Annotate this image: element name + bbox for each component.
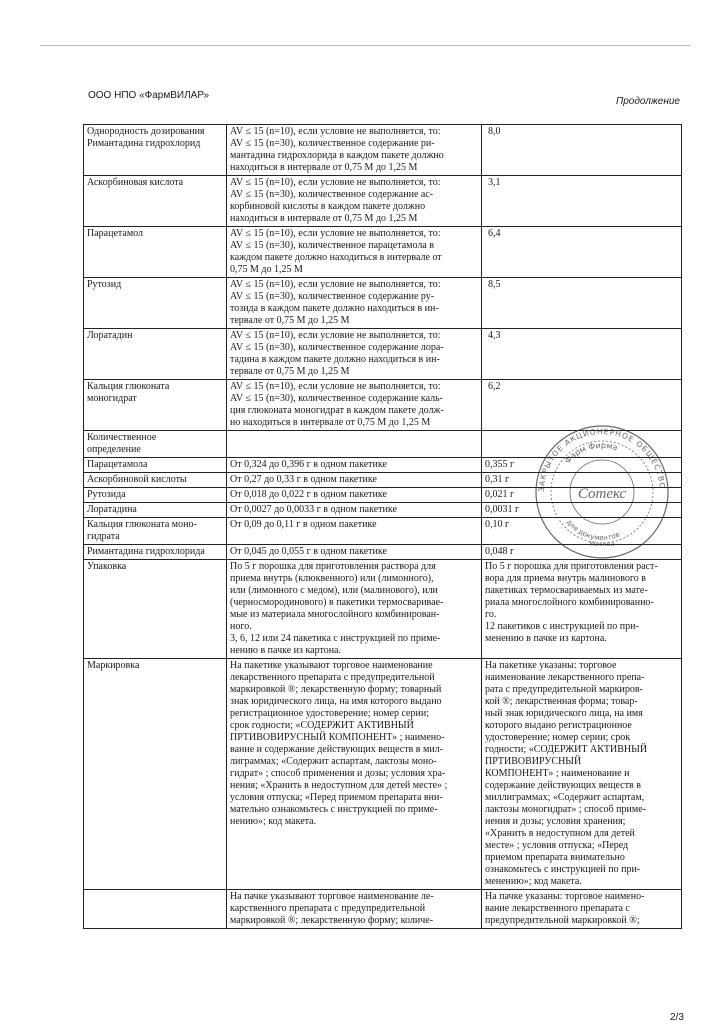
requirement-cell: AV ≤ 15 (n=10), если условие не выполняется, то: AV ≤ 15 (n=30), количественное парацетамола в каждом пакете должно находиться в интервале от 0,75 M до 1,25 M: [227, 227, 482, 278]
assay-row: [84, 518, 682, 545]
packaging-row: [84, 560, 682, 659]
labeling-value-cell: На пакетике указаны: торговое наименование лекарственного препа- рата с предупредительной маркиров- кой ®; лекарственная форма; товар- ный знак юридического лица, на имя которого выдано регистрационное удостоверение; номер серии; срок годности; «СОДЕРЖИТ АКТИВНЫЙ ПРТИВОВИРУСНЫЙ КОМПОНЕНТ» ; наименование и содержание действующих веществ в миллиграммах; «Содержит аспартам, лактозы моногидрат» ; способ приме- нения и дозы; условия хранения; «Хранить в недоступном для детей месте» ; условия отпуска; «Перед приемом препарата внимательно ознакомьтесь с инструкцией по при- менению»; код макета.: [482, 659, 682, 890]
assay-row: [84, 503, 682, 518]
spec-table-body: [84, 125, 682, 929]
requirement-cell: AV ≤ 15 (n=10), если условие не выполняется, то: AV ≤ 15 (n=30), количественное содержание ру- тозида в каждом пакете должно находиться в ин- тервале от 0,75 M до 1,25 M: [227, 278, 482, 329]
packaging-name-cell: Упаковка: [84, 560, 227, 659]
continuation-label: Продолжение: [616, 96, 680, 107]
stamp-center-text: Сотекс: [577, 486, 627, 502]
assay-value-cell: 0,048 г: [482, 545, 682, 560]
table-row: [84, 176, 682, 227]
stamp-lower-text: для документов: [564, 518, 621, 543]
assay-name-cell: Парацетамола: [84, 458, 227, 473]
packaging-value-cell: По 5 г порошка для приготовления раст- вора для приема внутрь малинового в пакетиках термосвариваемых из мате- риала многослойного комбинированно- го. 12 пакетиков с инструкцией по при- менению в пачке из картона.: [482, 560, 682, 659]
assay-value-cell: 0,021 г: [482, 488, 682, 503]
assay-name-cell: Аскорбиновой кислоты: [84, 473, 227, 488]
table-row: [84, 329, 682, 380]
assay-range-cell: От 0,018 до 0,022 г в одном пакетике: [227, 488, 482, 503]
blank-cell: [84, 890, 227, 929]
test-name-cell: Лоратадин: [84, 329, 227, 380]
result-cell: 3,1: [482, 176, 682, 227]
table-row: [84, 227, 682, 278]
labeling-box-requirement-cell: На пачке указывают торговое наименование ле- карственного препарата с предупредительной маркировкой ®; лекарственную форму; количе-: [227, 890, 482, 929]
blank-cell: [227, 431, 482, 458]
stamp-outer-text: ЗАКРЫТОЕ АКЦИОНЕРНОЕ ОБЩЕСТВО: [536, 426, 668, 493]
stamp-city-text: Москва: [589, 540, 615, 548]
assay-name-cell: Рутозида: [84, 488, 227, 503]
requirement-cell: AV ≤ 15 (n=10), если условие не выполняется, то: AV ≤ 15 (n=30), количественное содержание ас- корбиновой кислоты в каждом пакете должно находиться в интервале от 0,75 M до 1,25 M: [227, 176, 482, 227]
assay-range-cell: От 0,0027 до 0,0033 г в одном пакетике: [227, 503, 482, 518]
result-cell: 6,4: [482, 227, 682, 278]
test-name-cell: Однородность дозирования Римантадина гидрохлорид: [84, 125, 227, 176]
labeling-requirement-cell: На пакетике указывают торговое наименование лекарственного препарата с предупредительной маркировкой ®; лекарственную форму; товарный знак юридического лица, на имя которого выдано регистрационное удостоверение; номер серии; срок годности; «СОДЕРЖИТ АКТИВНЫЙ ПРТИВОВИРУСНЫЙ КОМПОНЕНТ» ; наимено- вание и содержание действующих веществ в мил- лиграммах; «Содержит аспартам, лактозы моно- гидрат» ; способ применения и дозы; условия хра- нения; «Хранить в недоступном для детей местe» ; условия отпуска; «Перед приемом препарата вни- мательно ознакомьтесь с инструкцией по приме- нению»; код макета.: [227, 659, 482, 890]
assay-value-cell: 0,355 г: [482, 458, 682, 473]
labeling-name-cell: Маркировка: [84, 659, 227, 890]
assay-range-cell: От 0,045 до 0,055 г в одном пакетике: [227, 545, 482, 560]
table-row: [84, 125, 682, 176]
packaging-requirement-cell: По 5 г порошка для приготовления раствора для приема внутрь (клюквенного) или (лимонного), или (лимонного с медом), или (малинового), или (черносмородинового) в пакетики термосваривае- мые из материала многослойного комбинирован- ного. 3, 6, 12 или 24 пакетика с инструкцией по приме- нению в пачке из картона.: [227, 560, 482, 659]
requirement-cell: AV ≤ 15 (n=10), если условие не выполняется, то: AV ≤ 15 (n=30), количественное содержание лора- тадина в каждом пакете должно находиться в ин- тервале от 0,75 M до 1,25 M: [227, 329, 482, 380]
company-name: ООО НПО «ФармВИЛАР»: [88, 90, 210, 101]
assay-name-cell: Римантадина гидрохлорида: [84, 545, 227, 560]
table-row: [84, 380, 682, 431]
result-cell: 8,5: [482, 278, 682, 329]
assay-name-cell: Лоратадина: [84, 503, 227, 518]
labeling-box-value-cell: На пачке указаны: торговое наимено- вание лекарственного препарата с предупредительной маркировкой ®;: [482, 890, 682, 929]
assay-row: [84, 545, 682, 560]
requirement-cell: AV ≤ 15 (n=10), если условие не выполняется, то: AV ≤ 15 (n=30), количественное содержание каль- ция глюконата моногидрат в каждом пакете долж- но находиться в интервале от 0,75 M до 1,25 M: [227, 380, 482, 431]
assay-title-cell: Количественное определение: [84, 431, 227, 458]
stamp-inner-text: Фарм Фирма: [562, 440, 619, 466]
blank-cell: [482, 431, 682, 458]
assay-range-cell: От 0,324 до 0,396 г в одном пакетике: [227, 458, 482, 473]
result-cell: 4,3: [482, 329, 682, 380]
labeling-box-row: [84, 890, 682, 929]
test-name-cell: Аскорбиновая кислота: [84, 176, 227, 227]
table-row: [84, 278, 682, 329]
test-name-cell: Парацетамол: [84, 227, 227, 278]
assay-range-cell: От 0,27 до 0,33 г в одном пакетике: [227, 473, 482, 488]
assay-value-cell: 0,31 г: [482, 473, 682, 488]
page-number: 2/3: [670, 1012, 684, 1023]
result-cell: 8,0: [482, 125, 682, 176]
assay-name-cell: Кальция глюконата моно- гидрата: [84, 518, 227, 545]
assay-value-cell: 0,0031 г: [482, 503, 682, 518]
assay-row: [84, 458, 682, 473]
assay-value-cell: 0,10 г: [482, 518, 682, 545]
assay-row: [84, 473, 682, 488]
test-name-cell: Рутозид: [84, 278, 227, 329]
labeling-row: [84, 659, 682, 890]
requirement-cell: AV ≤ 15 (n=10), если условие не выполняется, то: AV ≤ 15 (n=30), количественное содержание ри- мантадина гидрохлорида в каждом пакете должно находиться в интервале от 0,75 M до 1,25 M: [227, 125, 482, 176]
result-cell: 6,2: [482, 380, 682, 431]
assay-range-cell: От 0,09 до 0,11 г в одном пакетике: [227, 518, 482, 545]
top-rule: [40, 45, 690, 46]
assay-row: [84, 488, 682, 503]
assay-header-row: [84, 431, 682, 458]
test-name-cell: Кальция глюконата моногидрат: [84, 380, 227, 431]
spec-table: [83, 124, 682, 929]
